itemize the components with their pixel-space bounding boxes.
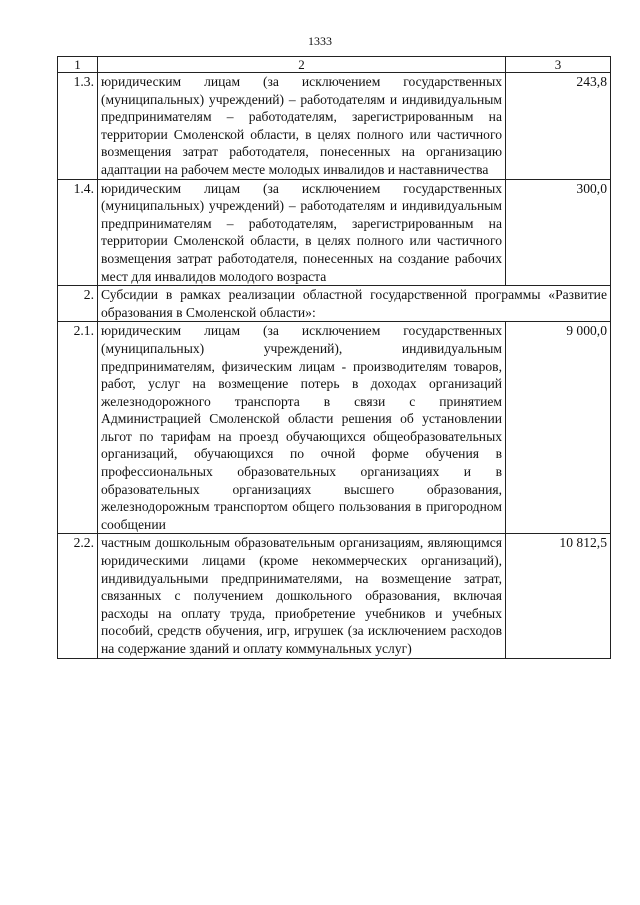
row-number: 1.4. (58, 179, 98, 286)
header-col-2: 2 (98, 57, 506, 73)
row-description: частным дошкольным образовательным организациям, являющимся юридическими лицами (кроме некоммерческих организаций), индивидуальными предпринимателями, на возмещение затрат, связанных с получением дошкольного образования, включая расходы на оплату труда, приобретение учебников и учебных пособий, средств обучения, игр, игрушек (за исключением расходов на содержание зданий и оплату коммунальных услуг) (98, 534, 506, 658)
table-row (58, 73, 611, 180)
row-amount: 243,8 (506, 73, 611, 180)
row-number: 1.3. (58, 73, 98, 180)
row-description: юридическим лицам (за исключением государственных (муниципальных) учреждений) – работодателям и индивидуальным предпринимателям – работодателям, зарегистрированным на территории Смоленской области, в целях полного или частичного возмещения затрат работодателя, понесенных на организацию адаптации на рабочем месте молодых инвалидов и наставничества (98, 73, 506, 180)
table-row (58, 534, 611, 658)
table-row (58, 179, 611, 286)
header-col-3: 3 (506, 57, 611, 73)
row-amount: 10 812,5 (506, 534, 611, 658)
subsidy-table (57, 56, 611, 659)
header-col-1: 1 (58, 57, 98, 73)
table-header-row (58, 57, 611, 73)
page-number: 1333 (308, 34, 332, 48)
row-description: юридическим лицам (за исключением государственных (муниципальных) учреждений) – работодателям и индивидуальным предпринимателям – работодателям, зарегистрированным на территории Смоленской области, в целях полного или частичного возмещения затрат работодателя, понесенных на создание рабочих мест для инвалидов молодого возраста (98, 179, 506, 286)
row-description: юридическим лицам (за исключением государственных (муниципальных) учреждений), индивидуальным предпринимателям, физическим лицам - производителям товаров, работ, услуг на возмещение потерь в доходах организаций железнодорожного транспорта в связи с принятием Администрацией Смоленской области решения об установлении льгот по тарифам на проезд обучающихся общеобразовательных организаций, обучающихся по очной форме обучения в профессиональных образовательных организациях и в образовательных организациях высшего образования, железнодорожным транспортом общего пользования в пригородном сообщении (98, 322, 506, 534)
row-number: 2.1. (58, 322, 98, 534)
table-row (58, 322, 611, 534)
row-amount: 9 000,0 (506, 322, 611, 534)
table-row-section (58, 286, 611, 322)
row-number: 2.2. (58, 534, 98, 658)
row-amount: 300,0 (506, 179, 611, 286)
row-number: 2. (58, 286, 98, 322)
section-description: Субсидии в рамках реализации областной государственной программы «Развитие образования в Смоленской области»: (98, 286, 611, 322)
